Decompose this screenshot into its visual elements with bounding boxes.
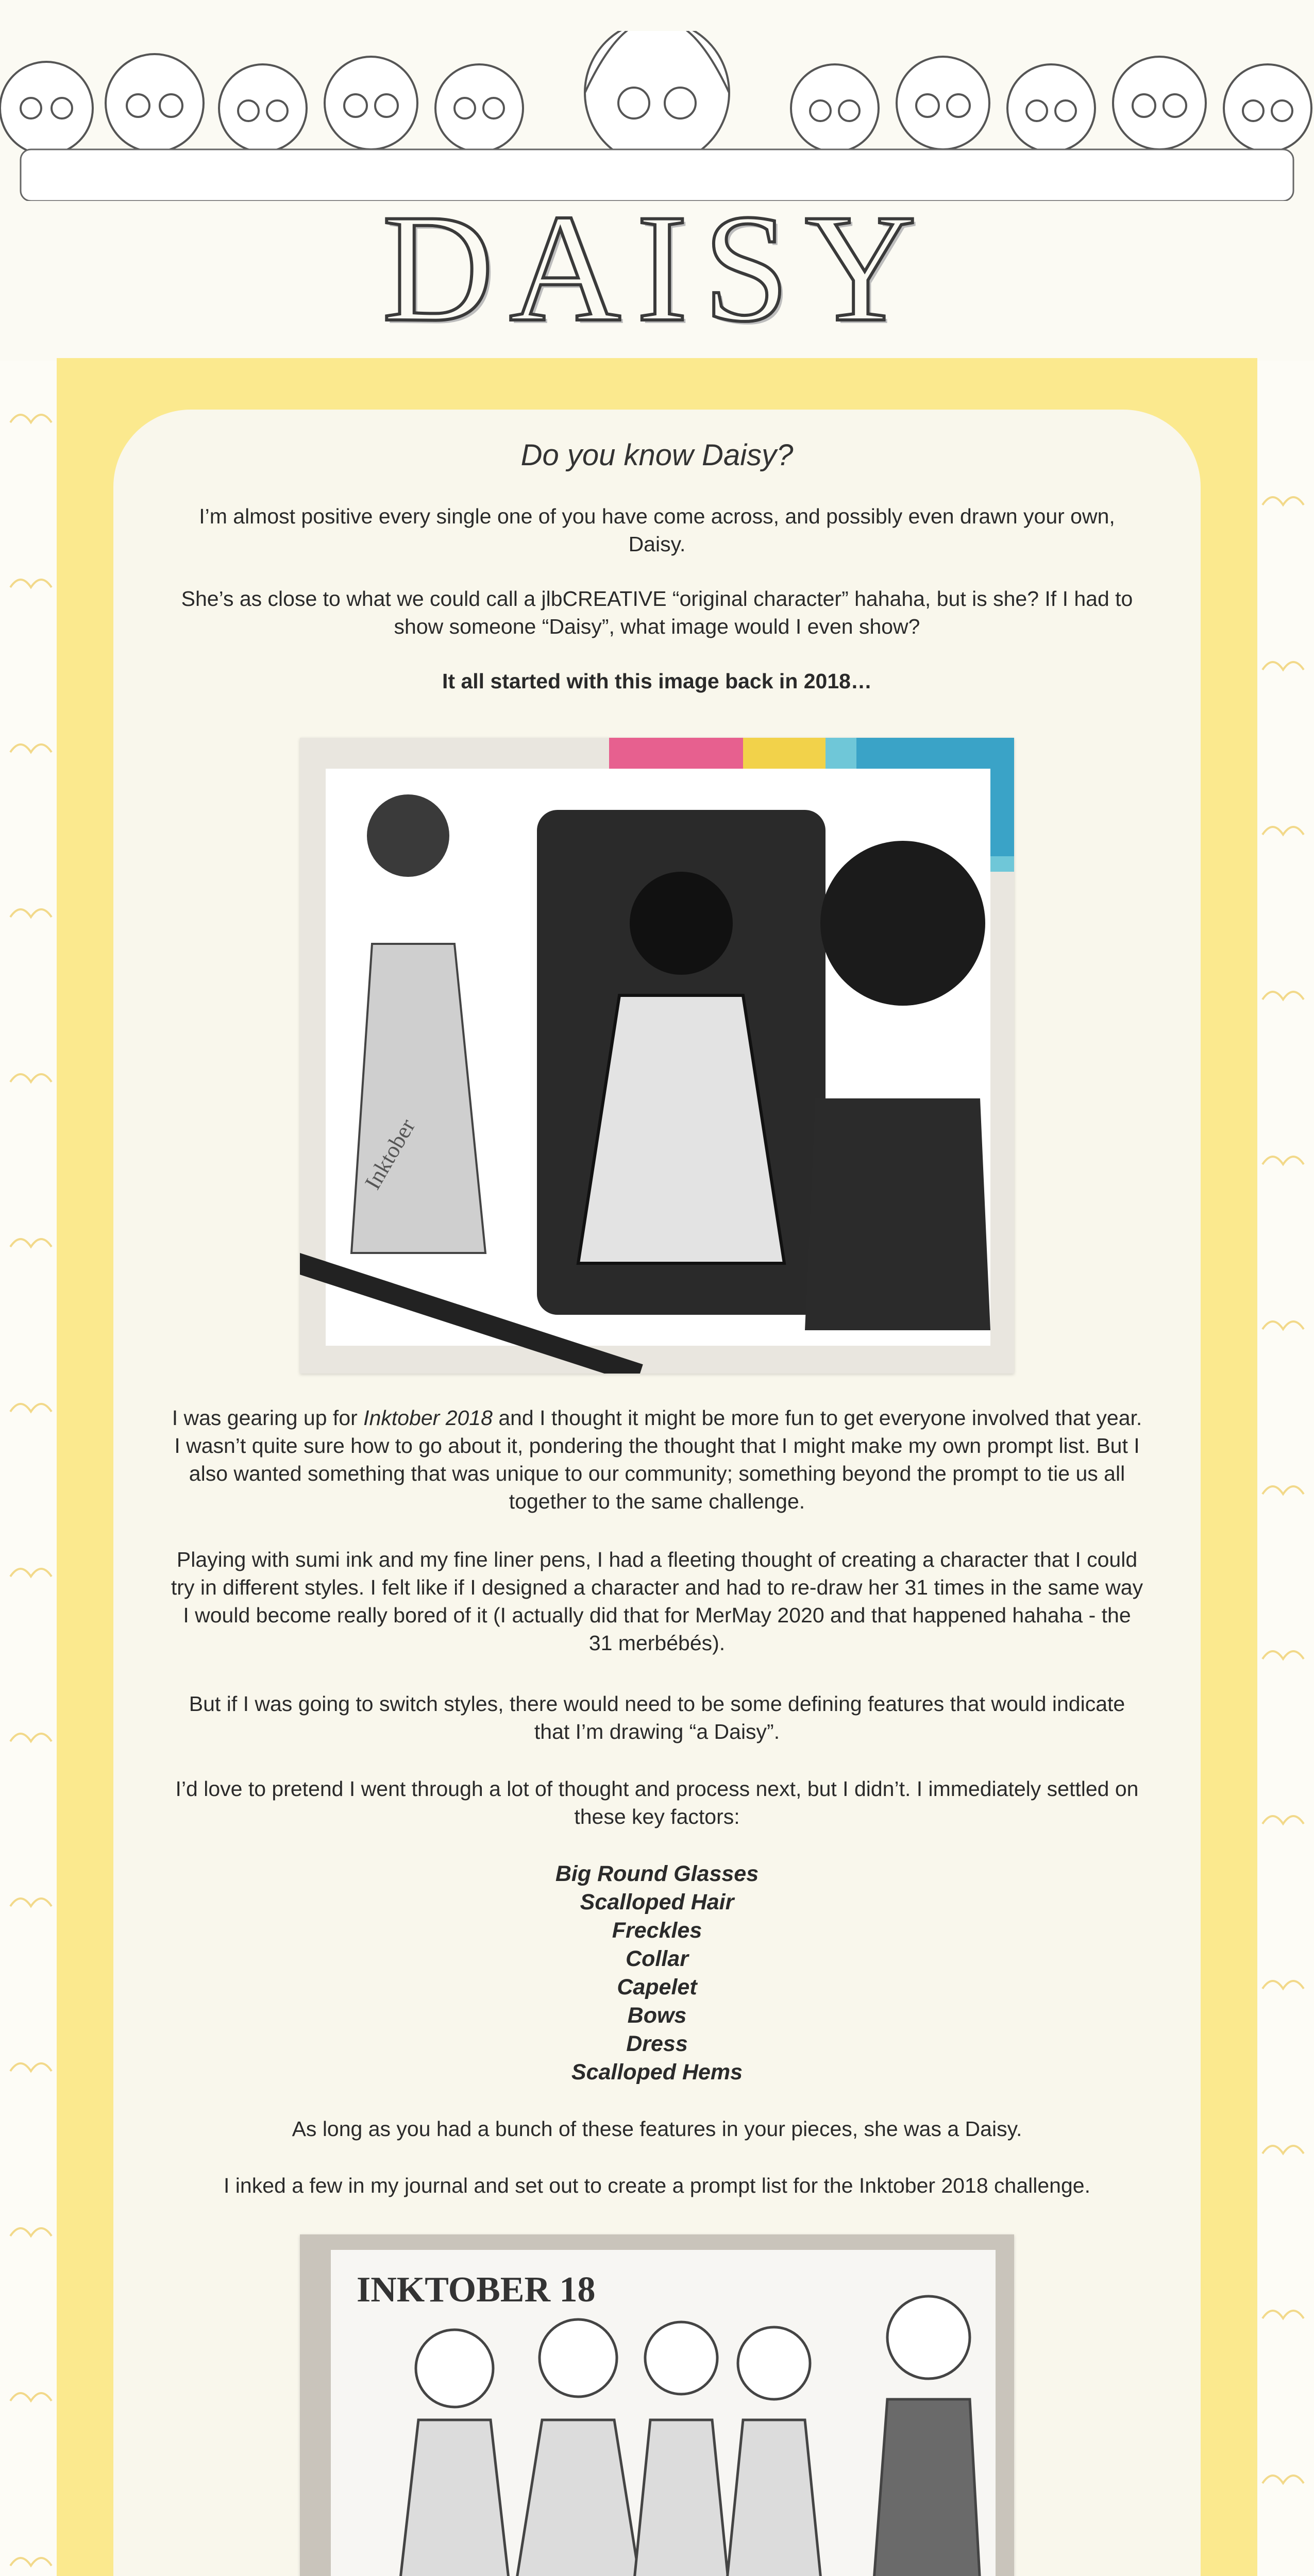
sketch-head [219, 64, 307, 152]
feature-item: Collar [626, 1946, 688, 1971]
sketch-head [325, 57, 417, 149]
feature-item: Freckles [612, 1918, 702, 1943]
character-sketch-banner [0, 31, 1314, 201]
sketch-head [0, 62, 93, 155]
sketch-head [106, 54, 204, 152]
feature-item: Scalloped Hair [580, 1890, 734, 1914]
paragraph-sumi-ink: Playing with sumi ink and my fine liner pens, I had a fleeting thought of creating a character that I could try in different styles. I felt like if I designed a character and had to re-draw her 31 times in the same way I would become really bored of it (I actually did that for MerMay 2020 and that happened hahaha - the 31 merbébés). [171, 1548, 1143, 1655]
paragraph-switch-styles: But if I was going to switch styles, there would need to be some defining features that would indicate that I’m drawing “a Daisy”. [189, 1692, 1125, 1743]
sketchbook-photo-2018 [300, 738, 1014, 1374]
paragraph-prompt-list: I inked a few in my journal and set out to create a prompt list for the Inktober 2018 challenge. [224, 2174, 1090, 2197]
feature-item: Scalloped Hems [571, 2060, 743, 2084]
inktober-2018-emphasis: Inktober 2018 [363, 1406, 493, 1430]
feature-item: Capelet [617, 1975, 697, 1999]
sketch-head [791, 64, 879, 152]
feature-item: Big Round Glasses [555, 1861, 759, 1886]
paragraph-inktober-intro [170, 1404, 1144, 1515]
sketch-caption: Inktober [360, 1114, 420, 1194]
sketch-head [897, 57, 989, 149]
feature-item: Dress [626, 2031, 688, 2056]
bow-pattern-left [0, 392, 57, 2576]
paragraph-origin-lead: It all started with this image back in 2018… [442, 669, 872, 693]
sketch-head [435, 64, 523, 152]
header [0, 0, 1314, 361]
feature-item: Bows [627, 2003, 687, 2028]
key-features-list [155, 1860, 1159, 2087]
inktober-intro-start: I was gearing up for [172, 1406, 364, 1430]
inktober-journal-photo [300, 2234, 1014, 2576]
paragraph-original-character: She’s as close to what we could call a jlbCREATIVE “original character” hahaha, but is she? If I had to show someone “Daisy”, what image would I even show? [181, 587, 1133, 638]
inktober-intro-rest: and I thought it might be more fun to get everyone involved that year. I wasn’t quite sure how to go about it, pondering the thought that I might make my own prompt list. But I also wanted something that was unique to our community; something beyond the prompt to tie us all together to the same challenge. [174, 1406, 1142, 1513]
intro-paragraph: I’m almost positive every single one of you have come across, and possibly even drawn your own, Daisy. [199, 504, 1115, 556]
paragraph-she-was-a-daisy: As long as you had a bunch of these features in your pieces, she was a Daisy. [292, 2117, 1022, 2141]
paragraph-key-factors: I’d love to pretend I went through a lot of thought and process next, but I didn’t. I immediately settled on these key factors: [175, 1777, 1139, 1828]
sketch-head [1113, 57, 1206, 149]
journal-heading: INKTOBER 18 [357, 2270, 596, 2310]
article-title: Do you know Daisy? [520, 438, 794, 472]
sketch-head [1224, 64, 1311, 152]
daisy-wordmark-logo [0, 182, 1314, 353]
bow-pattern-right [1257, 392, 1314, 2576]
wordmark-text: DAISY [382, 182, 932, 353]
sketch-head [1007, 64, 1095, 152]
sketch-head [585, 31, 729, 165]
